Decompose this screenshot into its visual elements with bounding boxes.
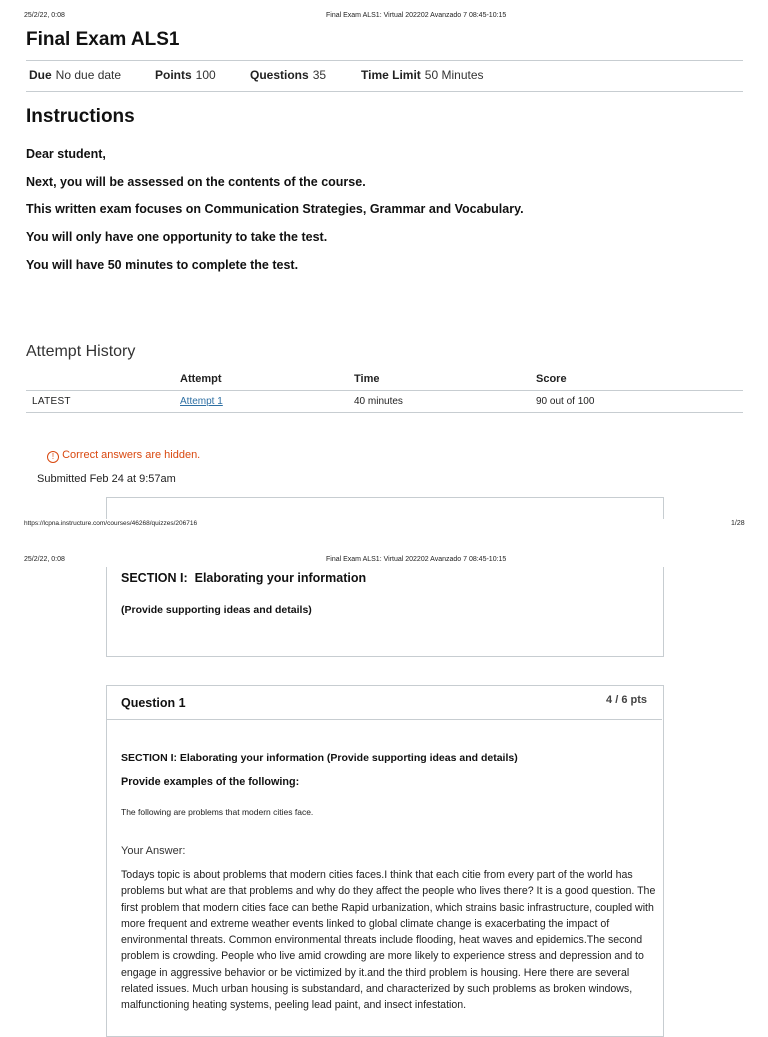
warning-circle-icon: ! xyxy=(47,451,59,463)
meta-due-label: Due xyxy=(29,68,52,82)
question-section-line: SECTION I: Elaborating your information (Provide supporting ideas and details) xyxy=(121,752,518,764)
answer-text: Todays topic is about problems that modern cities faces.I think that each citie from every part of the world has problems but what are that problems and why do they affect the people who lives there? It is a good question. The first problem that modern cities face can bethe Rapid urbanization, which strains basic infrastructure, coupled with more frequent and extreme weather events linked to global climate change is exacerbating the impact of environmental threats. Common environmental threats include flooding, heat waves and epidemics.The second problem is crowding. People who live amid crowding are more likely to experience stress and depression and to engage in aggressive behavior or be victimized by it.and the third problem is housing. Here there are several related issues. Much urban housing is substandard, and characterized by such problems as broken windows, malfunctioning heating systems, peeling lead paint, and insect infestation. xyxy=(121,869,656,1012)
meta-questions-value: 35 xyxy=(312,68,327,82)
divider-meta xyxy=(26,91,743,92)
page-header-date: 25/2/22, 0:08 xyxy=(24,12,65,19)
instruction-line: You will only have one opportunity to take the test. xyxy=(26,230,328,244)
meta-time-value: 50 Minutes xyxy=(424,68,484,82)
row-label-latest: LATEST xyxy=(32,396,71,407)
table-divider xyxy=(26,412,743,413)
question-statement: The following are problems that modern cities face. xyxy=(121,807,314,817)
meta-questions xyxy=(250,68,326,82)
quiz-title: Final Exam ALS1 xyxy=(26,29,180,50)
page-footer-url: https://lcpna.instructure.com/courses/46268/quizzes/206716 xyxy=(24,520,198,527)
meta-points-value: 100 xyxy=(195,68,216,82)
instruction-line: Next, you will be assessed on the contents of the course. xyxy=(26,175,366,189)
attempt-score: 90 out of 100 xyxy=(536,396,595,407)
section-subtitle: (Provide supporting ideas and details) xyxy=(121,604,312,616)
instruction-line: Dear student, xyxy=(26,147,106,161)
meta-questions-label: Questions xyxy=(250,68,309,82)
question-1-title: Question 1 xyxy=(121,696,186,710)
divider-top xyxy=(26,60,743,61)
meta-due-value: No due date xyxy=(55,68,122,82)
instruction-line: You will have 50 minutes to complete the test. xyxy=(26,258,299,272)
column-header-score: Score xyxy=(536,373,567,385)
your-answer-label: Your Answer: xyxy=(121,845,186,857)
instructions-heading: Instructions xyxy=(26,106,135,127)
section-box-top xyxy=(106,497,664,519)
question-1-points: 4 / 6 pts xyxy=(606,694,647,706)
attempt-history-heading: Attempt History xyxy=(26,343,136,360)
page-footer-number: 1/28 xyxy=(731,520,745,527)
meta-due xyxy=(29,68,121,82)
question-prompt: Provide examples of the following: xyxy=(121,776,300,788)
table-divider xyxy=(26,390,743,391)
page-header-title: Final Exam ALS1: Virtual 202202 Avanzado 7 08:45-10:15 xyxy=(326,12,507,19)
meta-time-limit xyxy=(361,68,484,82)
attempt-1-link[interactable]: Attempt 1 xyxy=(180,396,223,407)
correct-answers-hidden-notice xyxy=(47,449,200,463)
instruction-line: This written exam focuses on Communication Strategies, Grammar and Vocabulary. xyxy=(26,202,524,216)
submitted-date: Submitted Feb 24 at 9:57am xyxy=(37,473,176,485)
question-header-divider xyxy=(107,719,662,720)
page-header-date: 25/2/22, 0:08 xyxy=(24,556,65,563)
meta-points-label: Points xyxy=(155,68,192,82)
page-header-title: Final Exam ALS1: Virtual 202202 Avanzado 7 08:45-10:15 xyxy=(326,556,507,563)
column-header-time: Time xyxy=(354,373,380,385)
meta-time-label: Time Limit xyxy=(361,68,421,82)
attempt-time: 40 minutes xyxy=(354,396,403,407)
meta-points xyxy=(155,68,216,82)
column-header-attempt: Attempt xyxy=(180,373,222,385)
section-title: SECTION I: Elaborating your information xyxy=(121,571,367,585)
notice-text: Correct answers are hidden. xyxy=(62,449,201,461)
